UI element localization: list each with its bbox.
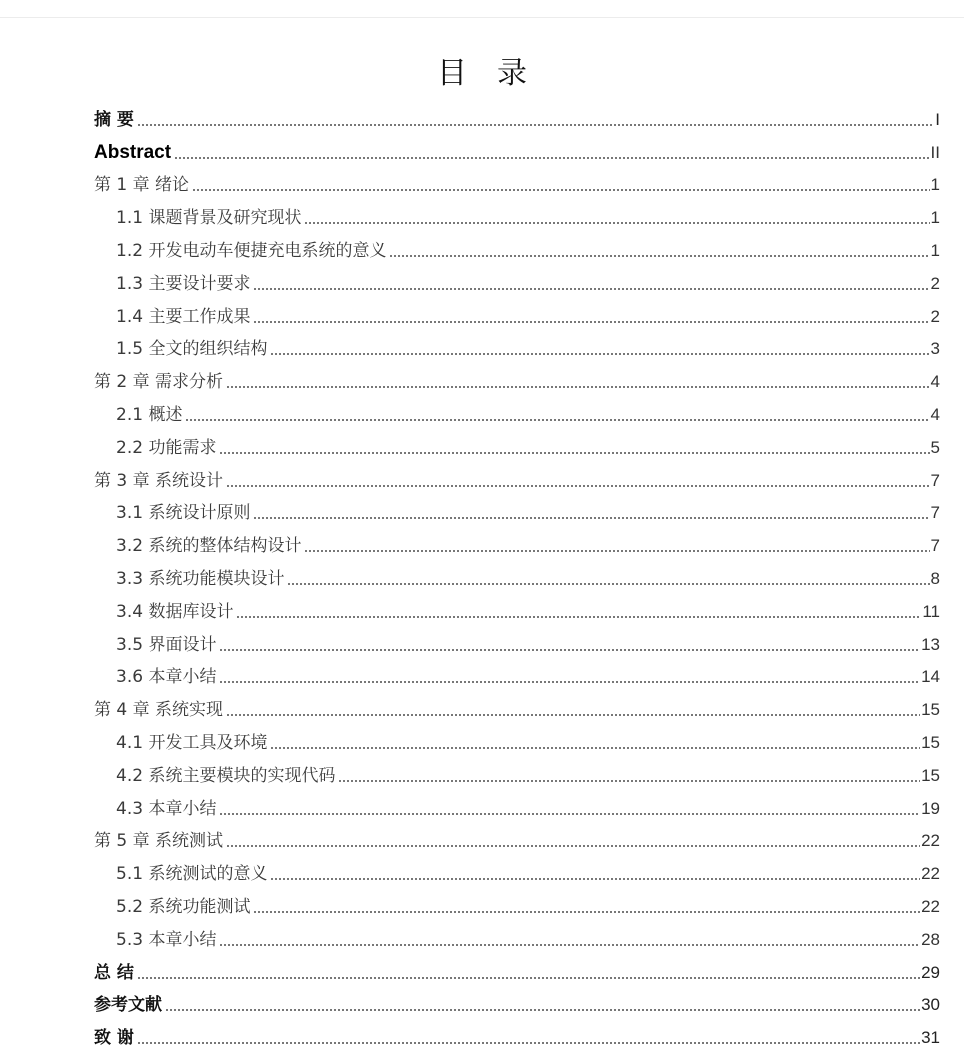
toc-entry-page: 4: [930, 372, 940, 392]
toc-entry-page: 3: [930, 339, 940, 359]
leader-dots: [236, 616, 921, 618]
toc-entry-page: 15: [921, 732, 940, 752]
leader-dots: [219, 649, 920, 651]
toc-entry-chapter-4[interactable]: [94, 692, 940, 725]
toc-entry-label: 5.2 系统功能测试: [116, 896, 251, 917]
leader-dots: [226, 714, 920, 716]
leader-dots: [137, 1042, 920, 1044]
toc-entry-label: 4.1 开发工具及环境: [116, 732, 268, 753]
leader-dots: [219, 452, 929, 454]
leader-dots: [174, 157, 929, 159]
leader-dots: [192, 189, 930, 191]
toc-entry-page: 28: [921, 929, 940, 949]
leader-dots: [219, 813, 920, 815]
toc-entry-label: Abstract: [94, 141, 172, 163]
toc-entry-label: 1.3 主要设计要求: [116, 273, 251, 294]
toc-entry-chapter-1[interactable]: [94, 168, 940, 201]
toc-entry-page: 11: [922, 601, 940, 621]
toc-entry-page: 7: [930, 536, 940, 556]
viewer-top-bar: [0, 0, 964, 18]
toc-entry-page: 22: [921, 831, 940, 851]
leader-dots: [270, 747, 920, 749]
leader-dots: [253, 911, 920, 913]
leader-dots: [389, 255, 929, 257]
toc-entry-4-2[interactable]: [94, 758, 940, 791]
toc-entry-page: 5: [930, 437, 940, 457]
toc-entry-page: 14: [921, 667, 940, 687]
toc-entry-abstract-en[interactable]: [94, 135, 940, 168]
toc-entry-label: 总 结: [94, 962, 134, 983]
toc-entry-page: 7: [930, 503, 940, 523]
toc-entry-label: 第 3 章 系统设计: [94, 470, 224, 491]
toc-entry-references[interactable]: [94, 988, 940, 1021]
leader-dots: [287, 583, 929, 585]
toc-entry-page: 1: [930, 175, 940, 195]
toc-entry-3-3[interactable]: [94, 561, 940, 594]
toc-entry-acknowledgements[interactable]: [94, 1020, 940, 1053]
toc-entry-page: 31: [921, 1028, 940, 1048]
toc-entry-label: 第 5 章 系统测试: [94, 831, 224, 852]
leader-dots: [226, 845, 920, 847]
toc-entry-page: 19: [921, 798, 940, 818]
toc-entry-label: 3.2 系统的整体结构设计: [116, 536, 302, 557]
toc-entry-abstract-cn[interactable]: [94, 102, 940, 135]
toc-entry-page: 13: [921, 634, 940, 654]
leader-dots: [253, 517, 929, 519]
toc-entry-label: 3.1 系统设计原则: [116, 503, 251, 524]
table-of-contents: [94, 102, 940, 1053]
toc-entry-page: 7: [930, 470, 940, 490]
leader-dots: [253, 288, 929, 290]
leader-dots: [270, 353, 929, 355]
toc-entry-label: 1.1 课题背景及研究现状: [116, 208, 302, 229]
toc-entry-page: 4: [930, 404, 940, 424]
toc-entry-3-6[interactable]: [94, 660, 940, 693]
toc-entry-3-4[interactable]: [94, 594, 940, 627]
leader-dots: [338, 780, 920, 782]
toc-entry-label: 参考文献: [94, 995, 162, 1016]
toc-entry-label: 摘 要: [94, 109, 134, 130]
toc-entry-label: 致 谢: [94, 1028, 134, 1049]
toc-entry-label: 4.2 系统主要模块的实现代码: [116, 765, 336, 786]
toc-entry-label: 3.5 界面设计: [116, 634, 217, 655]
toc-entry-chapter-2[interactable]: [94, 364, 940, 397]
page-title: 目录: [437, 56, 557, 91]
toc-entry-page: 22: [921, 864, 940, 884]
toc-entry-2-2[interactable]: [94, 430, 940, 463]
leader-dots: [304, 222, 929, 224]
leader-dots: [304, 550, 929, 552]
leader-dots: [226, 485, 930, 487]
leader-dots: [137, 124, 934, 126]
toc-entry-label: 3.6 本章小结: [116, 667, 217, 688]
toc-entry-1-1[interactable]: [94, 200, 940, 233]
toc-entry-page: 1: [930, 240, 940, 260]
leader-dots: [137, 977, 920, 979]
toc-entry-label: 3.3 系统功能模块设计: [116, 568, 285, 589]
toc-entry-page: I: [935, 109, 940, 129]
toc-entry-label: 4.3 本章小结: [116, 798, 217, 819]
toc-entry-label: 2.1 概述: [116, 404, 183, 425]
toc-entry-page: 15: [921, 700, 940, 720]
toc-entry-label: 5.3 本章小结: [116, 929, 217, 950]
toc-entry-label: 第 2 章 需求分析: [94, 372, 224, 393]
toc-entry-chapter-3[interactable]: [94, 463, 940, 496]
leader-dots: [219, 944, 920, 946]
toc-entry-page: II: [930, 142, 940, 162]
leader-dots: [165, 1009, 920, 1011]
toc-entry-5-2[interactable]: [94, 889, 940, 922]
toc-entry-page: 8: [930, 568, 940, 588]
toc-entry-label: 1.2 开发电动车便捷充电系统的意义: [116, 240, 387, 261]
toc-entry-label: 1.4 主要工作成果: [116, 306, 251, 327]
toc-entry-3-1[interactable]: [94, 496, 940, 529]
toc-entry-1-4[interactable]: [94, 299, 940, 332]
toc-entry-summary[interactable]: [94, 955, 940, 988]
toc-entry-5-1[interactable]: [94, 856, 940, 889]
leader-dots: [270, 878, 920, 880]
toc-entry-page: 2: [930, 306, 940, 326]
toc-entry-3-2[interactable]: [94, 528, 940, 561]
toc-entry-page: 2: [930, 273, 940, 293]
toc-entry-1-5[interactable]: [94, 332, 940, 365]
toc-entry-1-3[interactable]: [94, 266, 940, 299]
document-page: [0, 18, 964, 1049]
toc-entry-label: 第 1 章 绪论: [94, 175, 190, 196]
leader-dots: [219, 681, 920, 683]
toc-entry-5-3[interactable]: [94, 922, 940, 955]
toc-entry-label: 1.5 全文的组织结构: [116, 339, 268, 360]
toc-entry-4-3[interactable]: [94, 791, 940, 824]
toc-entry-label: 3.4 数据库设计: [116, 601, 234, 622]
toc-entry-label: 第 4 章 系统实现: [94, 700, 224, 721]
toc-entry-3-5[interactable]: [94, 627, 940, 660]
toc-entry-label: 5.1 系统测试的意义: [116, 864, 268, 885]
leader-dots: [253, 321, 929, 323]
toc-entry-page: 15: [921, 765, 940, 785]
toc-entry-page: 1: [930, 208, 940, 228]
toc-entry-chapter-5[interactable]: [94, 824, 940, 857]
toc-entry-page: 29: [921, 962, 940, 982]
toc-entry-1-2[interactable]: [94, 233, 940, 266]
toc-entry-2-1[interactable]: [94, 397, 940, 430]
leader-dots: [185, 419, 929, 421]
toc-entry-page: 30: [921, 995, 940, 1015]
toc-entry-label: 2.2 功能需求: [116, 437, 217, 458]
toc-entry-page: 22: [921, 896, 940, 916]
leader-dots: [226, 386, 930, 388]
toc-entry-4-1[interactable]: [94, 725, 940, 758]
